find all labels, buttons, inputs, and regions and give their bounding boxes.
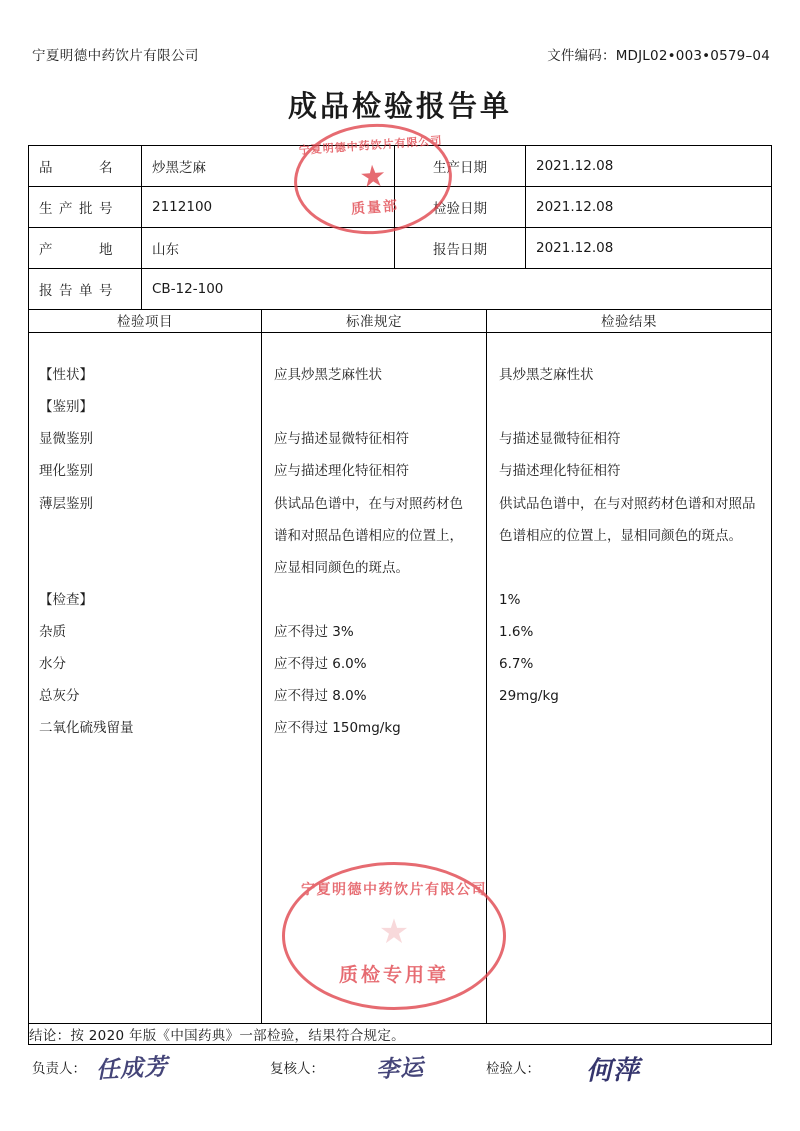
results-header-result: 检验结果 [487, 310, 772, 333]
stamp-bottom-text: 质量部 [350, 198, 400, 218]
document-code [547, 44, 770, 64]
list-item: 【鉴别】 [39, 399, 93, 416]
page-title: 成品检验报告单 [287, 89, 512, 123]
product-name-label: 品 名 [29, 146, 142, 187]
result-list [487, 333, 771, 1023]
report-no-value: CB-12-100 [142, 269, 772, 310]
origin-label: 产 地 [29, 228, 142, 269]
document-header [28, 44, 772, 64]
inspector-label: 检验人： [486, 1061, 540, 1077]
results-header-row [29, 310, 772, 333]
list-item: 理化鉴别 [39, 463, 93, 480]
star-icon: ★ [378, 911, 410, 952]
list-item: 1.6% [499, 624, 534, 640]
list-item: 应不得过 8.0% [274, 688, 367, 705]
list-item: 杂质 [39, 624, 66, 640]
responsible-label: 负责人： [32, 1061, 86, 1077]
list-item: 水分 [39, 656, 66, 673]
results-table [28, 310, 772, 1045]
production-date-label: 生产日期 [395, 146, 526, 187]
stamp-bottom-text: 质检专用章 [338, 964, 449, 986]
inspector-value: 何萍 [585, 1055, 641, 1087]
responsible-signature [32, 1053, 270, 1087]
list-item: 应不得过 6.0% [274, 656, 367, 673]
stamp-arc-text: 宁夏明德中药饮片有限公司 [298, 134, 443, 158]
inspector-signature [486, 1057, 706, 1087]
table-row [29, 269, 772, 310]
conclusion-text: 结论：按 2020 年版《中国药典》一部检验，结果符合规定。 [29, 1024, 772, 1045]
list-item: 应与描述显微特征相符 [274, 431, 409, 448]
production-date-value: 2021.12.08 [526, 146, 772, 187]
origin-value: 山东 [142, 228, 395, 269]
table-row [29, 187, 772, 228]
results-item-column [29, 333, 262, 1024]
inspect-date-label: 检验日期 [395, 187, 526, 228]
list-item: 【性状】 [39, 367, 93, 383]
list-item: 6.7% [499, 656, 534, 673]
list-item: 二氧化硫残留量 [39, 720, 134, 737]
results-header-standard: 标准规定 [262, 310, 487, 333]
list-item: 应具炒黑芝麻性状 [274, 367, 382, 383]
standard-list [262, 333, 486, 1023]
list-item: 应不得过 150mg/kg [274, 720, 401, 737]
list-item: 应不得过 3% [274, 624, 354, 640]
list-item: 显微鉴别 [39, 431, 93, 448]
results-standard-column [262, 333, 487, 1024]
document-code-value: MDJL02•003•0579–04 [615, 48, 770, 64]
list-item: 具炒黑芝麻性状 [499, 367, 594, 383]
info-table [28, 145, 772, 310]
batch-label: 生产批号 [29, 187, 142, 228]
document-code-label: 文件编码： [547, 48, 616, 64]
review-value: 李运 [375, 1053, 425, 1084]
responsible-value: 任成芳 [95, 1053, 169, 1084]
product-name-value: 炒黑芝麻 [142, 146, 395, 187]
results-header-item: 检验项目 [29, 310, 262, 333]
list-item: 与描述理化特征相符 [499, 463, 621, 480]
list-item: 1% [499, 591, 521, 608]
report-date-label: 报告日期 [395, 228, 526, 269]
list-item: 29mg/kg [499, 688, 559, 705]
signature-row [28, 1053, 772, 1087]
table-row [29, 146, 772, 187]
report-no-label: 报告单号 [29, 269, 142, 310]
list-item: 总灰分 [39, 688, 80, 705]
results-result-column [487, 333, 772, 1024]
list-item: 供试品色谱中，在与对照药材色谱和对照品色谱相应的位置上，应显相同颜色的斑点。 [274, 495, 463, 576]
company-name: 宁夏明德中药饮片有限公司 [32, 48, 199, 64]
review-signature [270, 1053, 486, 1087]
list-item: 【检查】 [39, 591, 93, 608]
list-item: 与描述显微特征相符 [499, 431, 621, 448]
list-item: 应与描述理化特征相符 [274, 463, 409, 480]
review-label: 复核人： [270, 1061, 324, 1077]
conclusion-row [29, 1024, 772, 1045]
table-row [29, 228, 772, 269]
list-item: 供试品色谱中，在与对照药材色谱和对照品色谱相应的位置上，显相同颜色的斑点。 [499, 495, 756, 544]
report-date-value: 2021.12.08 [526, 228, 772, 269]
batch-value: 2112100 [142, 187, 395, 228]
inspect-date-value: 2021.12.08 [526, 187, 772, 228]
results-body-row [29, 333, 772, 1024]
stamp-arc-text: 宁夏明德中药饮片有限公司 [301, 882, 487, 898]
item-list [29, 333, 261, 1023]
star-icon: ★ [358, 158, 388, 196]
list-item: 薄层鉴别 [39, 495, 93, 512]
